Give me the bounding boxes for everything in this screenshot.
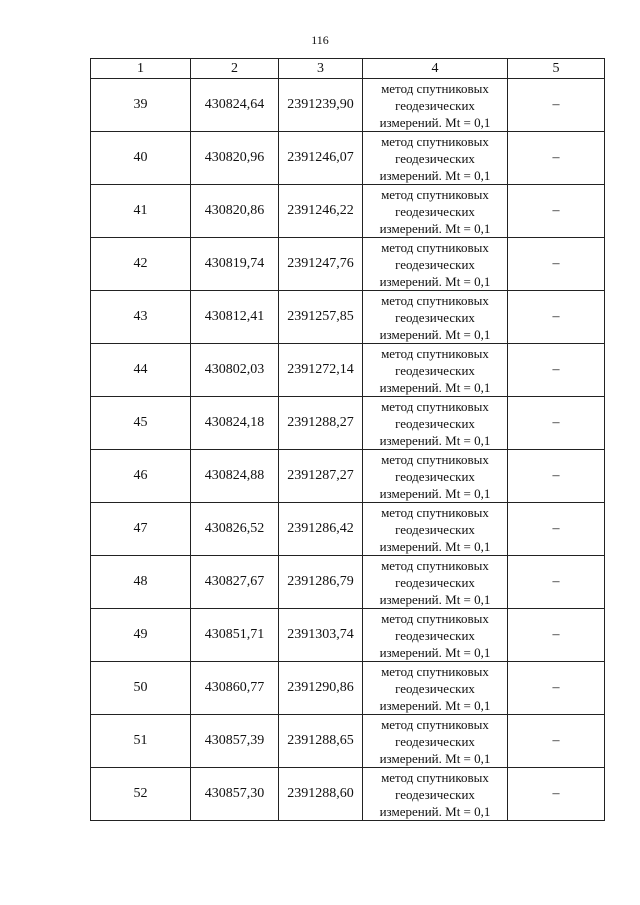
method-line-2: геодезических	[395, 362, 475, 378]
col5-cell: –	[508, 132, 605, 185]
method-cell	[363, 132, 508, 185]
table-row	[91, 609, 605, 662]
table-row	[91, 132, 605, 185]
method-line-2: геодезических	[395, 680, 475, 696]
coord-y-cell: 2391246,22	[279, 185, 363, 238]
col5-cell: –	[508, 662, 605, 715]
method-cell	[363, 185, 508, 238]
method-line-1: метод спутниковых	[381, 769, 489, 785]
method-line-2: геодезических	[395, 468, 475, 484]
method-line-3: измерений. Mt = 0,1	[379, 220, 491, 236]
method-cell	[363, 503, 508, 556]
method-cell	[363, 662, 508, 715]
method-line-3: измерений. Mt = 0,1	[379, 167, 491, 183]
method-line-3: измерений. Mt = 0,1	[379, 538, 491, 554]
method-line-2: геодезических	[395, 786, 475, 802]
col5-cell: –	[508, 556, 605, 609]
point-number-cell: 41	[91, 185, 191, 238]
table-row	[91, 344, 605, 397]
col5-cell: –	[508, 397, 605, 450]
coord-y-cell: 2391246,07	[279, 132, 363, 185]
method-cell	[363, 450, 508, 503]
coord-x-cell: 430802,03	[191, 344, 279, 397]
point-number-cell: 43	[91, 291, 191, 344]
header-col-5: 5	[508, 59, 605, 79]
method-cell	[363, 238, 508, 291]
coord-x-cell: 430812,41	[191, 291, 279, 344]
coord-x-cell: 430857,30	[191, 768, 279, 821]
coord-y-cell: 2391286,42	[279, 503, 363, 556]
method-line-1: метод спутниковых	[381, 610, 489, 626]
coord-y-cell: 2391288,65	[279, 715, 363, 768]
point-number-cell: 49	[91, 609, 191, 662]
point-number-cell: 40	[91, 132, 191, 185]
coord-x-cell: 430824,18	[191, 397, 279, 450]
header-col-3: 3	[279, 59, 363, 79]
coord-y-cell: 2391247,76	[279, 238, 363, 291]
point-number-cell: 45	[91, 397, 191, 450]
method-line-3: измерений. Mt = 0,1	[379, 803, 491, 819]
col5-cell: –	[508, 238, 605, 291]
coord-y-cell: 2391288,60	[279, 768, 363, 821]
table-row	[91, 768, 605, 821]
method-line-1: метод спутниковых	[381, 292, 489, 308]
method-cell	[363, 556, 508, 609]
method-line-3: измерений. Mt = 0,1	[379, 750, 491, 766]
table-row	[91, 556, 605, 609]
point-number-cell: 44	[91, 344, 191, 397]
coord-x-cell: 430820,86	[191, 185, 279, 238]
method-line-1: метод спутниковых	[381, 504, 489, 520]
method-line-1: метод спутниковых	[381, 80, 489, 96]
table-row	[91, 185, 605, 238]
table-body	[91, 79, 605, 821]
page-number: 116	[311, 33, 329, 47]
coord-y-cell: 2391288,27	[279, 397, 363, 450]
table-row	[91, 291, 605, 344]
coord-y-cell: 2391239,90	[279, 79, 363, 132]
point-number-cell: 39	[91, 79, 191, 132]
method-line-3: измерений. Mt = 0,1	[379, 697, 491, 713]
table-row	[91, 79, 605, 132]
method-line-1: метод спутниковых	[381, 345, 489, 361]
method-line-1: метод спутниковых	[381, 398, 489, 414]
coord-y-cell: 2391287,27	[279, 450, 363, 503]
method-line-3: измерений. Mt = 0,1	[379, 591, 491, 607]
method-line-2: геодезических	[395, 574, 475, 590]
coord-x-cell: 430826,52	[191, 503, 279, 556]
method-line-1: метод спутниковых	[381, 663, 489, 679]
method-line-3: измерений. Mt = 0,1	[379, 326, 491, 342]
method-line-2: геодезических	[395, 256, 475, 272]
table-row	[91, 397, 605, 450]
coordinates-table	[90, 58, 605, 821]
coord-x-cell: 430824,64	[191, 79, 279, 132]
method-cell	[363, 291, 508, 344]
coord-x-cell: 430857,39	[191, 715, 279, 768]
table-row	[91, 662, 605, 715]
method-line-1: метод спутниковых	[381, 239, 489, 255]
col5-cell: –	[508, 503, 605, 556]
col5-cell: –	[508, 450, 605, 503]
method-line-3: измерений. Mt = 0,1	[379, 114, 491, 130]
method-line-1: метод спутниковых	[381, 716, 489, 732]
point-number-cell: 51	[91, 715, 191, 768]
method-line-3: измерений. Mt = 0,1	[379, 432, 491, 448]
table-row	[91, 715, 605, 768]
method-line-2: геодезических	[395, 733, 475, 749]
method-cell	[363, 397, 508, 450]
coord-x-cell: 430824,88	[191, 450, 279, 503]
header-col-4: 4	[363, 59, 508, 79]
coord-x-cell: 430860,77	[191, 662, 279, 715]
method-line-1: метод спутниковых	[381, 557, 489, 573]
method-line-3: измерений. Mt = 0,1	[379, 644, 491, 660]
table-header-row	[91, 59, 605, 79]
header-col-2: 2	[191, 59, 279, 79]
coord-x-cell: 430827,67	[191, 556, 279, 609]
method-line-2: геодезических	[395, 521, 475, 537]
point-number-cell: 52	[91, 768, 191, 821]
coord-y-cell: 2391286,79	[279, 556, 363, 609]
method-cell	[363, 768, 508, 821]
header-col-1: 1	[91, 59, 191, 79]
coord-y-cell: 2391303,74	[279, 609, 363, 662]
method-line-1: метод спутниковых	[381, 133, 489, 149]
coord-y-cell: 2391290,86	[279, 662, 363, 715]
col5-cell: –	[508, 344, 605, 397]
method-line-2: геодезических	[395, 203, 475, 219]
method-line-2: геодезических	[395, 97, 475, 113]
coord-x-cell: 430820,96	[191, 132, 279, 185]
col5-cell: –	[508, 715, 605, 768]
point-number-cell: 50	[91, 662, 191, 715]
table-row	[91, 450, 605, 503]
method-line-3: измерений. Mt = 0,1	[379, 379, 491, 395]
table-row	[91, 238, 605, 291]
method-line-3: измерений. Mt = 0,1	[379, 273, 491, 289]
coord-x-cell: 430819,74	[191, 238, 279, 291]
col5-cell: –	[508, 185, 605, 238]
coord-x-cell: 430851,71	[191, 609, 279, 662]
point-number-cell: 47	[91, 503, 191, 556]
method-line-2: геодезических	[395, 627, 475, 643]
method-line-1: метод спутниковых	[381, 451, 489, 467]
method-line-3: измерений. Mt = 0,1	[379, 485, 491, 501]
point-number-cell: 46	[91, 450, 191, 503]
method-cell	[363, 715, 508, 768]
col5-cell: –	[508, 291, 605, 344]
coord-y-cell: 2391257,85	[279, 291, 363, 344]
table-row	[91, 503, 605, 556]
method-cell	[363, 79, 508, 132]
coord-y-cell: 2391272,14	[279, 344, 363, 397]
col5-cell: –	[508, 609, 605, 662]
method-line-1: метод спутниковых	[381, 186, 489, 202]
method-line-2: геодезических	[395, 150, 475, 166]
point-number-cell: 48	[91, 556, 191, 609]
method-cell	[363, 344, 508, 397]
point-number-cell: 42	[91, 238, 191, 291]
method-line-2: геодезических	[395, 309, 475, 325]
method-line-2: геодезических	[395, 415, 475, 431]
method-cell	[363, 609, 508, 662]
col5-cell: –	[508, 79, 605, 132]
col5-cell: –	[508, 768, 605, 821]
